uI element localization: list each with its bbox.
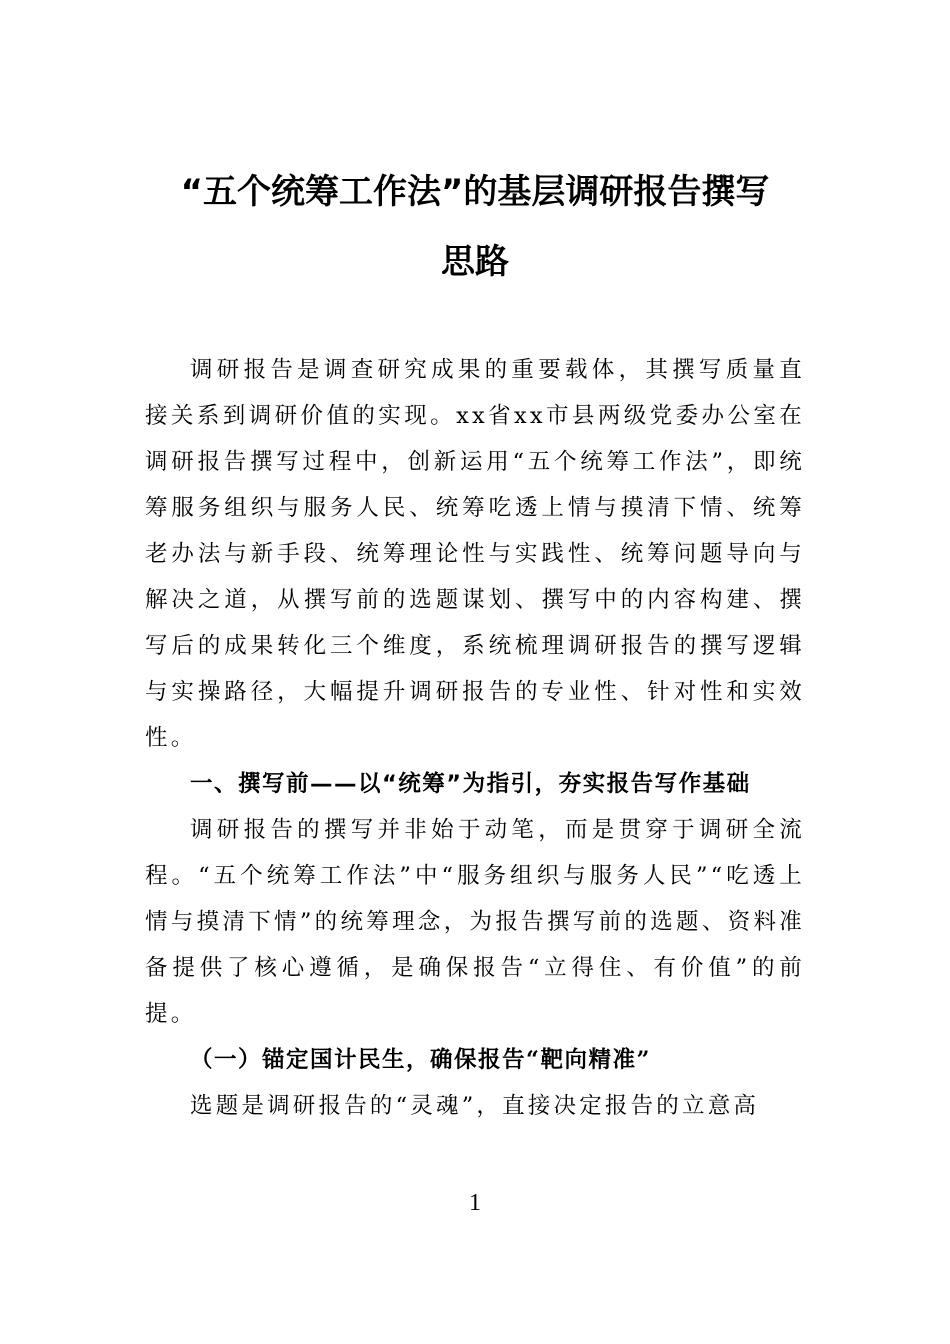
subsection-heading-1: （一）锚定国计民生，确保报告“靶向精准” <box>190 1047 651 1073</box>
section-1-paragraph: 调研报告的撰写并非始于动笔，而是贯穿于调研全流程。“五个统筹工作法”中“服务组织与服务人民”“吃透上情与摸清下情”的统筹理念，为报告撰写前的选题、资料准备提供了核心遵循，是确保报告“立得住、有价值”的前提。 <box>145 817 805 1027</box>
page-number: 1 <box>469 1190 481 1216</box>
section-heading-1: 一、撰写前——以“统筹”为指引，夯实报告写作基础 <box>190 771 751 797</box>
document-body <box>145 347 805 1129</box>
document-title-line-2: 思路 <box>441 242 509 282</box>
subsection-1-paragraph: 选题是调研报告的“灵魂”，直接决定报告的立意高 <box>190 1093 760 1119</box>
intro-paragraph: 调研报告是调查研究成果的重要载体，其撰写质量直接关系到调研价值的实现。xx省xx市县两级党委办公室在调研报告撰写过程中，创新运用“五个统筹工作法”，即统筹服务组织与服务人民、统筹吃透上情与摸清下情、统筹老办法与新手段、统筹理论性与实践性、统筹问题导向与解决之道，从撰写前的选题谋划、撰写中的内容构建、撰写后的成果转化三个维度，系统梳理调研报告的撰写逻辑与实操路径，大幅提升调研报告的专业性、针对性和实效性。 <box>145 357 805 751</box>
document-title-line-1: “五个统筹工作法”的基层调研报告撰写 <box>180 172 770 212</box>
